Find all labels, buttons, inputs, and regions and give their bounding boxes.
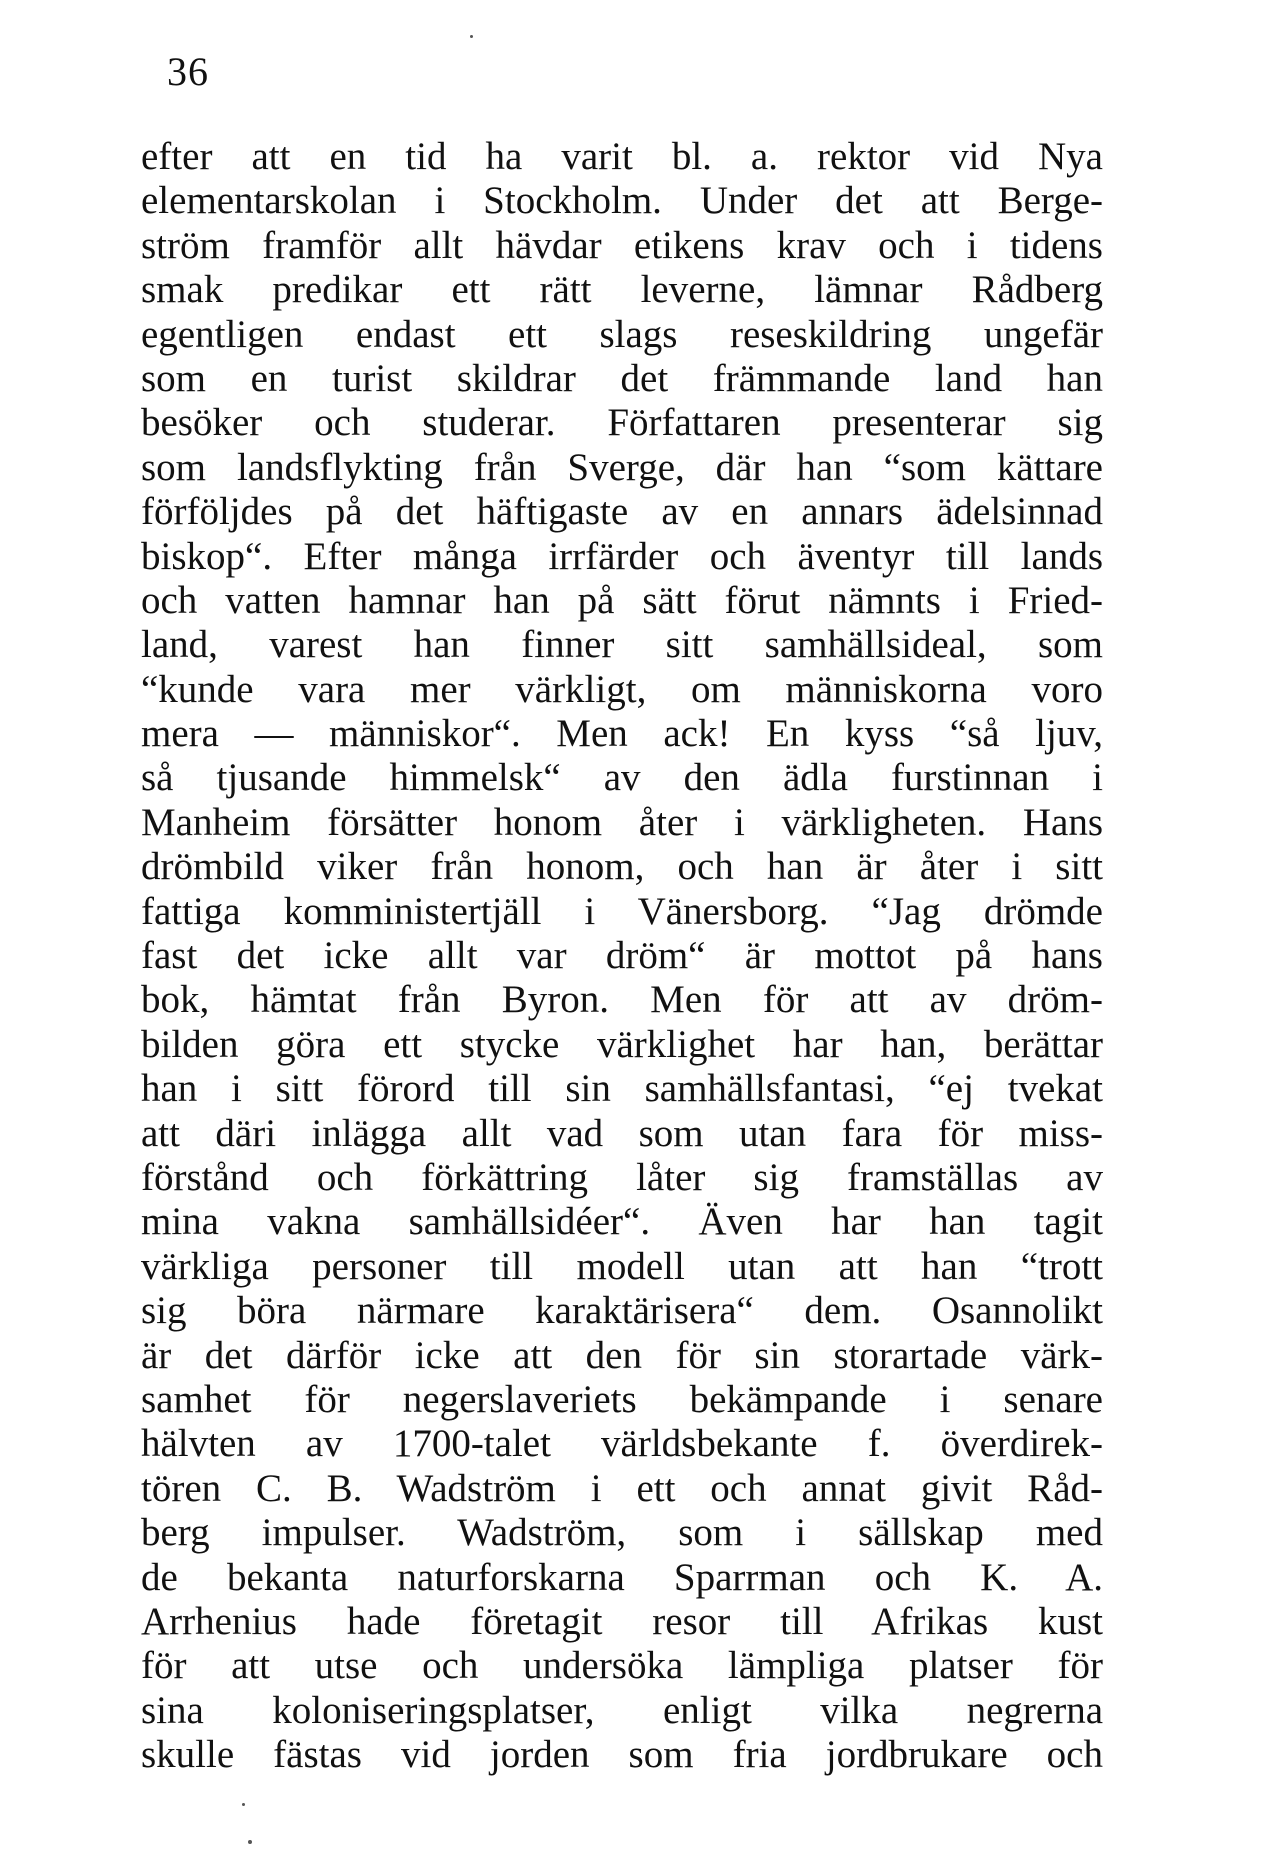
text-line: som landsflykting från Sverge, där han “som kättare bbox=[141, 445, 1103, 489]
text-line: mina vakna samhällsidéer“. Även har han tagit bbox=[141, 1200, 1103, 1244]
text-line: sig böra närmare karaktärisera“ dem. Osannolikt bbox=[141, 1289, 1103, 1333]
text-line: sina koloniseringsplatser, enligt vilka negrerna bbox=[141, 1688, 1103, 1732]
text-line: bilden göra ett stycke värklighet har han, berättar bbox=[141, 1022, 1103, 1066]
text-line: som en turist skildrar det främmande land han bbox=[141, 356, 1103, 400]
scan-speck bbox=[248, 1840, 252, 1844]
text-line: fattiga komministertjäll i Vänersborg. “Jag drömde bbox=[141, 889, 1103, 933]
text-line: samhet för negerslaveriets bekämpande i senare bbox=[141, 1377, 1103, 1421]
body-text bbox=[141, 135, 1103, 1777]
text-line: och vatten hamnar han på sätt förut nämnts i Fried- bbox=[141, 578, 1103, 622]
text-line: egentligen endast ett slags reseskildring ungefär bbox=[141, 312, 1103, 356]
text-line: berg impulser. Wadström, som i sällskap med bbox=[141, 1511, 1103, 1555]
text-line: biskop“. Efter många irrfärder och äventyr till lands bbox=[141, 534, 1103, 578]
text-line: efter att en tid ha varit bl. a. rektor vid Nya bbox=[141, 135, 1103, 178]
text-line: bok, hämtat från Byron. Men för att av dröm- bbox=[141, 978, 1103, 1022]
text-line: värkliga personer till modell utan att han “trott bbox=[141, 1244, 1103, 1288]
text-line: besöker och studerar. Författaren presenterar sig bbox=[141, 401, 1103, 445]
text-line: skulle fästas vid jorden som fria jordbrukare och bbox=[141, 1733, 1103, 1777]
text-line: tören C. B. Wadström i ett och annat givit Råd- bbox=[141, 1466, 1103, 1510]
text-line: de bekanta naturforskarna Sparrman och K. A. bbox=[141, 1555, 1103, 1599]
text-line: mera — människor“. Men ack! En kyss “så ljuv, bbox=[141, 712, 1103, 756]
page-number: 36 bbox=[167, 49, 209, 94]
text-line: Arrhenius hade företagit resor till Afrikas kust bbox=[141, 1599, 1103, 1643]
text-line: förstånd och förkättring låter sig framställas av bbox=[141, 1155, 1103, 1199]
text-line: Manheim försätter honom åter i värkligheten. Hans bbox=[141, 800, 1103, 844]
text-line: drömbild viker från honom, och han är åter i sitt bbox=[141, 845, 1103, 889]
text-line: smak predikar ett rätt leverne, lämnar Rådberg bbox=[141, 268, 1103, 312]
text-line: han i sitt förord till sin samhällsfantasi, “ej tvekat bbox=[141, 1067, 1103, 1111]
text-line: så tjusande himmelsk“ av den ädla furstinnan i bbox=[141, 756, 1103, 800]
text-line: att däri inlägga allt vad som utan fara för miss- bbox=[141, 1111, 1103, 1155]
text-line: elementarskolan i Stockholm. Under det att Berge- bbox=[141, 179, 1103, 223]
scan-speck bbox=[242, 1803, 245, 1806]
text-line: “kunde vara mer värkligt, om människorna voro bbox=[141, 667, 1103, 711]
text-line: är det därför icke att den för sin storartade värk- bbox=[141, 1333, 1103, 1377]
text-line: fast det icke allt var dröm“ är mottot på hans bbox=[141, 934, 1103, 978]
scan-speck bbox=[470, 35, 473, 38]
text-line: förföljdes på det häftigaste av en annars ädelsinnad bbox=[141, 490, 1103, 534]
text-line: land, varest han finner sitt samhällsideal, som bbox=[141, 623, 1103, 667]
text-line: för att utse och undersöka lämpliga platser för bbox=[141, 1644, 1103, 1688]
text-line: ström framför allt hävdar etikens krav och i tidens bbox=[141, 223, 1103, 267]
text-line: hälvten av 1700-talet världsbekante f. överdirek- bbox=[141, 1422, 1103, 1466]
